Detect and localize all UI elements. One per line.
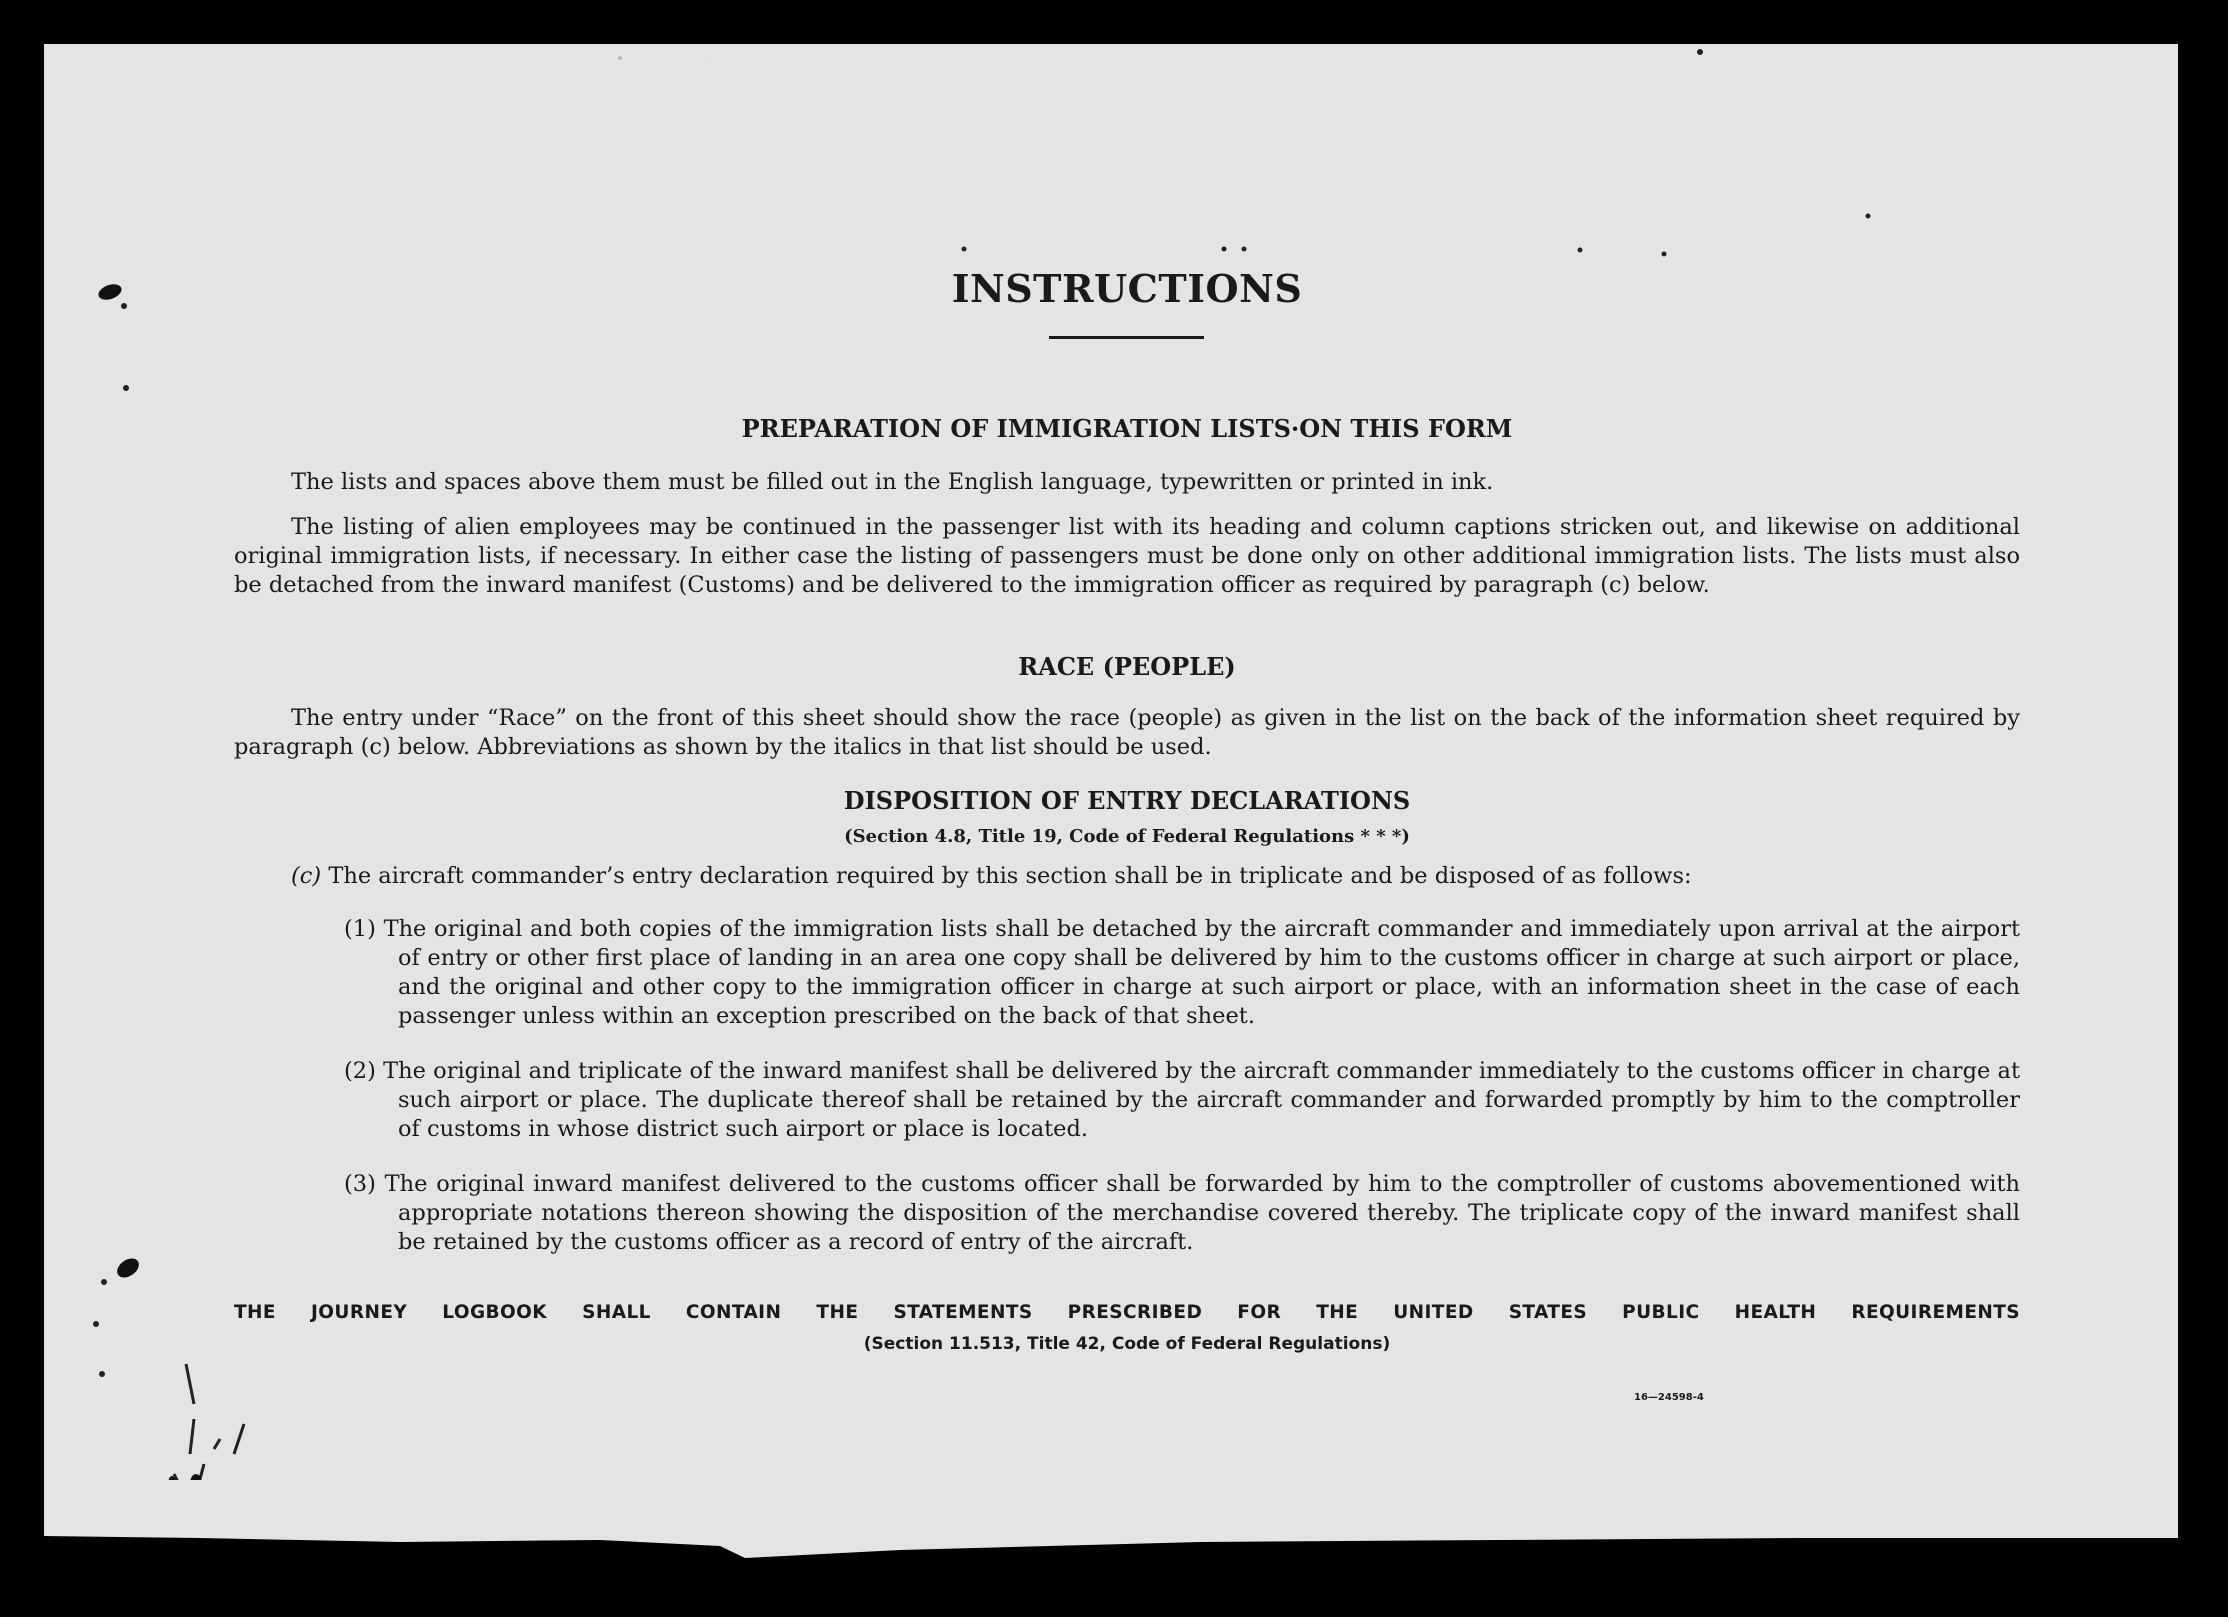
- ink-speck: [121, 303, 127, 309]
- preparation-paragraph-1: The lists and spaces above them must be filled out in the English language, typewritten or printed in ink.: [291, 469, 1494, 495]
- ink-blot: [168, 1476, 176, 1492]
- public-health-statement: THE JOURNEY LOGBOOK SHALL CONTAIN THE STATEMENTS PRESCRIBED FOR THE UNITED STATES PUBLIC HEALTH REQUIREMENTS: [234, 1302, 2020, 1323]
- ink-speck: [1866, 214, 1871, 219]
- item-text: The original and triplicate of the inward manifest shall be delivered by the aircraft commander immediately to the customs officer in charge at such airport or place. The duplicate thereof shall be retained by the aircraft commander and forwarded promptly by him to the comptroller of customs in whose district such airport or place is located.: [383, 1058, 2020, 1142]
- scan-marks: [44, 44, 2178, 1536]
- document-page: [44, 44, 2178, 1536]
- ink-speck: [1222, 247, 1227, 252]
- top-border-specks: [0, 0, 2228, 60]
- ink-speck: [93, 1321, 99, 1327]
- ink-speck: [101, 1279, 107, 1285]
- ink-scratches: [174, 1364, 244, 1494]
- ink-speck: [123, 385, 129, 391]
- item-marker: (1): [344, 916, 376, 942]
- item-text: The original and both copies of the immigration lists shall be detached by the aircraft commander and immediately upon arrival at the airport of entry or other first place of landing in an area one copy shall be delivered by him to the customs officer in charge at such airport or place, and the original and other copy to the immigration officer in charge at such airport or place, with an information sheet in the case of each passenger unless within an exception prescribed on the back of that sheet.: [383, 916, 2020, 1029]
- intro-text: The aircraft commander’s entry declaration required by this section shall be in triplicate and be disposed of as follows:: [328, 863, 1692, 889]
- race-heading: RACE (PEOPLE): [1018, 652, 1236, 681]
- preparation-heading: PREPARATION OF IMMIGRATION LISTS·ON THIS FORM: [741, 414, 1513, 443]
- item-text: The original inward manifest delivered to the customs officer shall be forwarded by him to the comptroller of customs abovementioned with appropriate notations thereon showing the disposition of the merchandise covered thereby. The triplicate copy of the inward manifest shall be retained by the customs officer as a record of entry of the aircraft.: [384, 1171, 2020, 1255]
- disposition-heading: DISPOSITION OF ENTRY DECLARATIONS: [843, 786, 1411, 815]
- race-paragraph: The entry under “Race” on the front of this sheet should show the race (people) as given in the list on the back of the information sheet required by paragraph (c) below. Abbreviations as shown by the italics in that list should be used.: [234, 705, 2020, 760]
- disposition-subheading: (Section 4.8, Title 19, Code of Federal Regulations * * *): [844, 826, 1410, 847]
- item-marker: (2): [344, 1058, 376, 1084]
- ink-speck: [1242, 247, 1247, 252]
- intro-marker: (c): [291, 863, 322, 889]
- ink-speck: [962, 247, 967, 252]
- ink-blot: [96, 281, 123, 302]
- ink-speck: [99, 1371, 105, 1377]
- ink-speck: [1662, 252, 1667, 257]
- form-number: 16—24598-4: [1634, 1392, 1704, 1403]
- ink-blot: [114, 1255, 143, 1282]
- ink-speck: [1578, 248, 1583, 253]
- public-health-reference: (Section 11.513, Title 42, Code of Federal Regulations): [863, 1334, 1391, 1354]
- item-marker: (3): [344, 1171, 376, 1197]
- page-title: INSTRUCTIONS: [951, 266, 1303, 311]
- ink-blot: [190, 1474, 202, 1494]
- preparation-paragraph-2: The listing of alien employees may be continued in the passenger list with its heading and column captions stricken out, and likewise on additional original immigration lists, if necessary. In either case the listing of passengers must be done only on other additional immigration lists. The lists must also be detached from the inward manifest (Customs) and be delivered to the immigration officer as required by paragraph (c) below.: [234, 514, 2020, 598]
